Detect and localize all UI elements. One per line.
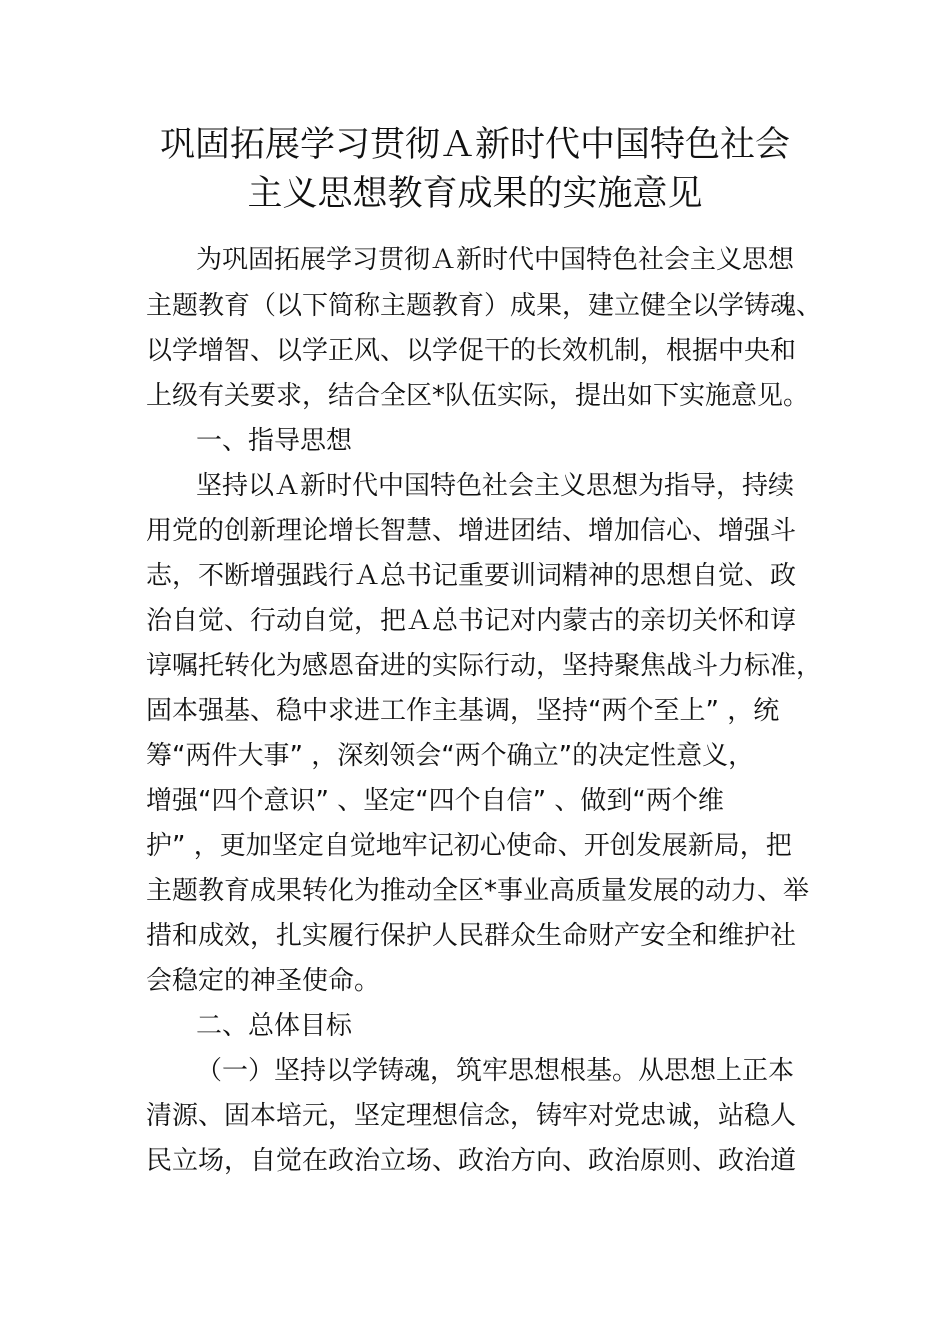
paragraph-line: 民立场，自觉在政治立场、政治方向、政治原则、政治道: [146, 1146, 797, 1176]
paragraph-line: 护” ，更加坚定自觉地牢记初心使命、开创发展新局，把: [146, 831, 792, 861]
document-title-line-2: 主义思想教育成果的实施意见: [247, 174, 703, 214]
paragraph-line: 清源、固本培元，坚定理想信念，铸牢对党忠诚，站稳人: [146, 1101, 797, 1131]
paragraph-line: 为巩固拓展学习贯彻Ａ新时代中国特色社会主义思想: [196, 245, 795, 275]
paragraph-line: 增强“四个意识” 、坚定“四个自信” 、做到“两个维: [146, 786, 724, 816]
paragraph-line: 上级有关要求，结合全区*队伍实际，提出如下实施意见。: [146, 381, 810, 411]
paragraph-line: 志，不断增强践行Ａ总书记重要训词精神的思想自觉、政: [146, 561, 797, 591]
paragraph-line: 措和成效，扎实履行保护人民群众生命财产安全和维护社: [146, 921, 797, 951]
paragraph-line: 主题教育（以下简称主题教育）成果，建立健全以学铸魂、: [146, 291, 823, 321]
paragraph-line: 以学增智、以学正风、以学促干的长效机制，根据中央和: [146, 336, 797, 366]
paragraph-line: 主题教育成果转化为推动全区*事业高质量发展的动力、举: [146, 876, 810, 906]
section-heading: 一、指导思想: [196, 426, 353, 456]
paragraph-line: （一）坚持以学铸魂，筑牢思想根基。从思想上正本: [196, 1056, 795, 1086]
paragraph-line: 筹“两件大事” ，深刻领会“两个确立”的决定性意义，: [146, 741, 755, 771]
document-title-line-1: 巩固拓展学习贯彻Ａ新时代中国特色社会: [159, 125, 790, 165]
section-heading: 二、总体目标: [196, 1011, 353, 1041]
paragraph-line: 坚持以Ａ新时代中国特色社会主义思想为指导，持续: [196, 471, 795, 501]
paragraph-line: 固本强基、稳中求进工作主基调，坚持“两个至上” ，统: [146, 696, 780, 726]
paragraph-line: 谆嘱托转化为感恩奋进的实际行动，坚持聚焦战斗力标准，: [146, 651, 823, 681]
paragraph-line: 用党的创新理论增长智慧、增进团结、增加信心、增强斗: [146, 516, 797, 546]
paragraph-line: 会稳定的神圣使命。: [146, 966, 381, 996]
paragraph-line: 治自觉、行动自觉，把Ａ总书记对内蒙古的亲切关怀和谆: [146, 606, 797, 636]
